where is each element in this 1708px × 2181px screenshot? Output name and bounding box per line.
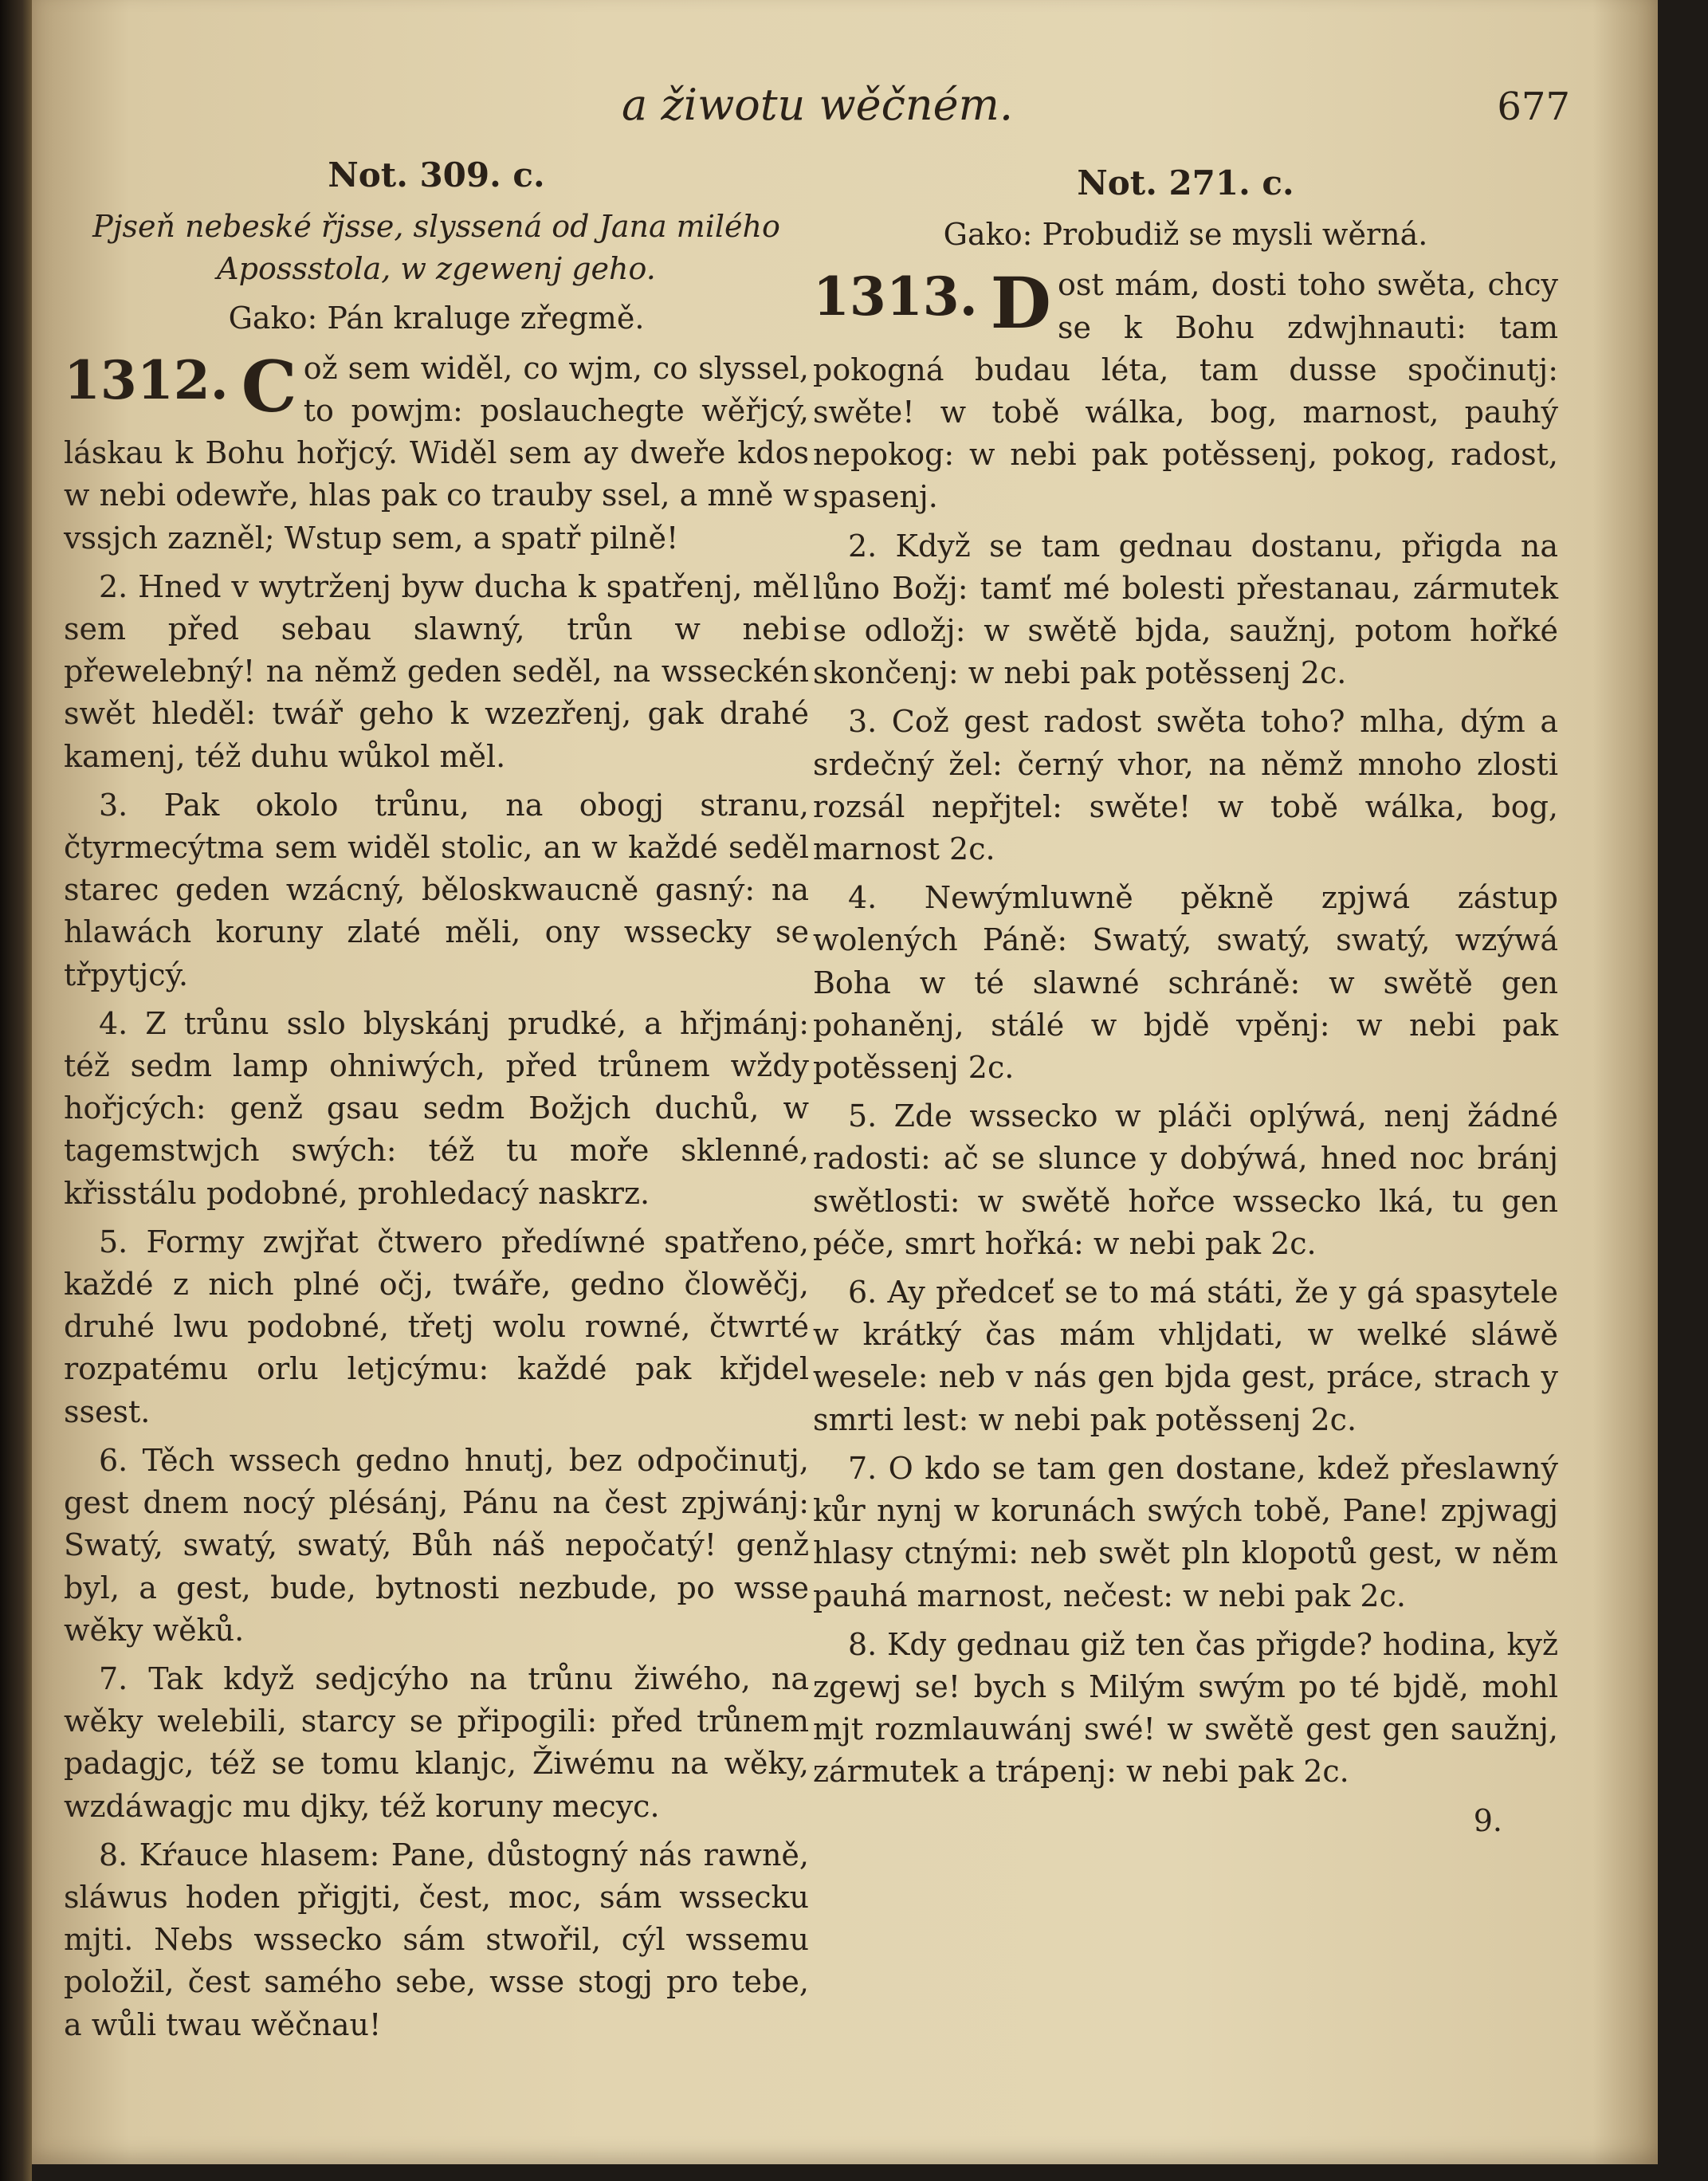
hymn-1312-stanza: 7. Tak když sedjcýho na trůnu žiwého, na wěky welebili, starcy se připogili: před trůnem padagjc, též se tomu klanjc, Žiwému na wěky, wzdáwagjc mu djky, též koruny mecyc. [64,1660,809,1824]
right-column [813,155,1558,1842]
hymn-1313-stanza: 3. Což gest radost swěta toho? mlha, dým a srdečný žel: černý vhor, na němž mnoho zlosti rozsál nepřjtel: swěte! w tobě wálka, bog, marnost 2c. [813,704,1558,867]
hymn-1313 [813,261,1558,1841]
hymn-1313-melody: Gako: Probudiž se mysli wěrná. [943,217,1428,253]
left-column [64,147,809,2053]
hymn-1312-stanza: 3. Pak okolo trůnu, na obogj stranu, čtyrmecýtma sem widěl stolic, an w každé seděl starec geden wzácný, běloskwaucně gasný: na hlawách koruny zlaté měli, ony wssecky se třpytjcý. [64,787,809,992]
hymn-1313-stanza: 8. Kdy gednau giž ten čas přigde? hodina, kyž zgewj se! bych s Milým swým po té bjdě, mohl mjt rozmlauwánj swé! w swětě gest gen saužnj, zármutek a trápenj: w nebi pak 2c. [813,1626,1558,1790]
hymn-1313-stanza: 6. Ay předceť se to má státi, že y gá spasytele w krátký čas mám vhljdati, w welké sláwě wesele: neb v nás gen bjda gest, práce, strach y smrti lest: w nebi pak potěssenj 2c. [813,1275,1558,1437]
hymn-1312-number: 1312. [64,348,229,411]
hymn-1312-stanza: 5. Formy zwjřat čtwero předíwné spatřeno, každé z nich plné očj, twáře, gedno člowěčj, druhé lwu podobné, třetj wolu rowné, čtwrté rozpatému orlu letjcýmu: každé pak křjdel ssest. [64,1224,809,1429]
hymn-1312-subtitle: Pjseň nebeské řjsse, slyssená od Jana milého Apossstola, w zgewenj geho. [92,209,780,287]
book-spine-shadow [0,0,32,2181]
hymn-1312-stanza: 4. Z trůnu sslo blyskánj prudké, a hřjmánj: též sedm lamp ohniwých, před trůnem wždy hořjcých: genž gsau sedm Božjch duchů, w tagemstwjch swých: též tu moře sklenné, křisstálu podobné, prohledacý naskrz. [64,1005,809,1211]
book-page [32,0,1658,2164]
hymn-1313-stanza: 7. O kdo se tam gen dostane, kdež přeslawný kůr nynj w korunách swých tobě, Pane! zpjwagj hlasy ctnými: neb swět pln klopotů gest, w něm pauhá marnost, nečest: w nebi pak 2c. [813,1450,1558,1613]
hymn-1312-melody: Gako: Pán kraluge zřegmě. [228,300,645,336]
running-title: a žiwotu wěčném. [622,80,1013,130]
hymn-1313-stanza-1: ost mám, dosti toho swěta, chcy se k Bohu zdwjhnauti: tam pokogná budau léta, tam dusse spočinutj: swěte! w tobě wálka, bog, marnost, pauhý nepokog: w nebi pak potěssenj, pokog, radost, spasenj. [813,267,1558,515]
catchword: 9. [1473,1802,1502,1838]
hymn-1312-stanza: 2. Hned v wytrženj byw ducha k spatřenj, měl sem před sebau slawný, trůn w nebi přewelebný! na němž geden seděl, na wsseckén swět hleděl: twář geho k wzezřenj, gak drahé kamenj, též duhu wůkol měl. [64,568,809,774]
page-number: 677 [1497,84,1570,129]
hymn-1312-heading: Not. 309. c. [328,155,545,195]
hymn-1312-stanza: 6. Těch wssech gedno hnutj, bez odpočinutj, gest dnem nocý plésánj, Pánu na čest zpjwánj: Swatý, swatý, swatý, Bůh náš nepočatý! genž byl, a gest, bude, bytnosti nezbude, po wsse wěky wěků. [64,1442,809,1648]
running-header [32,80,1658,143]
hymn-1313-stanza: 4. Newýmluwně pěkně zpjwá zástup wolených Páně: Swatý, swatý, swatý, wzýwá Boha w té slawné schráně: w swětě gen pohaněnj, stálé w bjdě vpěnj: w nebi pak potěssenj 2c. [813,880,1558,1086]
hymn-1313-stanza: 2. Když se tam gednau dostanu, přigda na lůno Božj: tamť mé bolesti přestanau, zármutek se odložj: w swětě bjda, saužnj, potom hořké skončenj: w nebi pak potěssenj 2c. [813,528,1558,691]
hymn-1313-heading: Not. 271. c. [1077,163,1294,202]
hymn-1313-stanza: 5. Zde wssecko w pláči oplýwá, nenj žádné radosti: ač se slunce y dobýwá, hned noc bránj swětlosti: w swětě hořce wssecko lká, tu gen péče, smrt hořká: w nebi pak 2c. [813,1098,1558,1261]
hymn-1312-drop-cap: C [241,344,297,428]
hymn-1312-stanza-1: ož sem widěl, co wjm, co slyssel, to powjm: poslauchegte wěřjcý, láskau k Bohu hořjcý. Widěl sem ay dweře kdos w nebi odewře, hlas pak co trauby ssel, a mně w vssjch zazněl; Wstup sem, a spatř pilně! [64,350,809,556]
hymn-1312 [64,344,809,2046]
hymn-1312-stanza: 8. Kŕauce hlasem: Pane, důstogný nás rawně, sláwus hoden přigjti, čest, moc, sám wssecku mjti. Nebs wsseckо sám stwořil, cýl wssemu položil, čest samého sebe, wsse stogj pro tebe, a wůli twau wěčnau! [64,1837,809,2042]
hymn-1313-number: 1313. [813,265,978,328]
hymn-1313-drop-cap: D [990,261,1051,345]
